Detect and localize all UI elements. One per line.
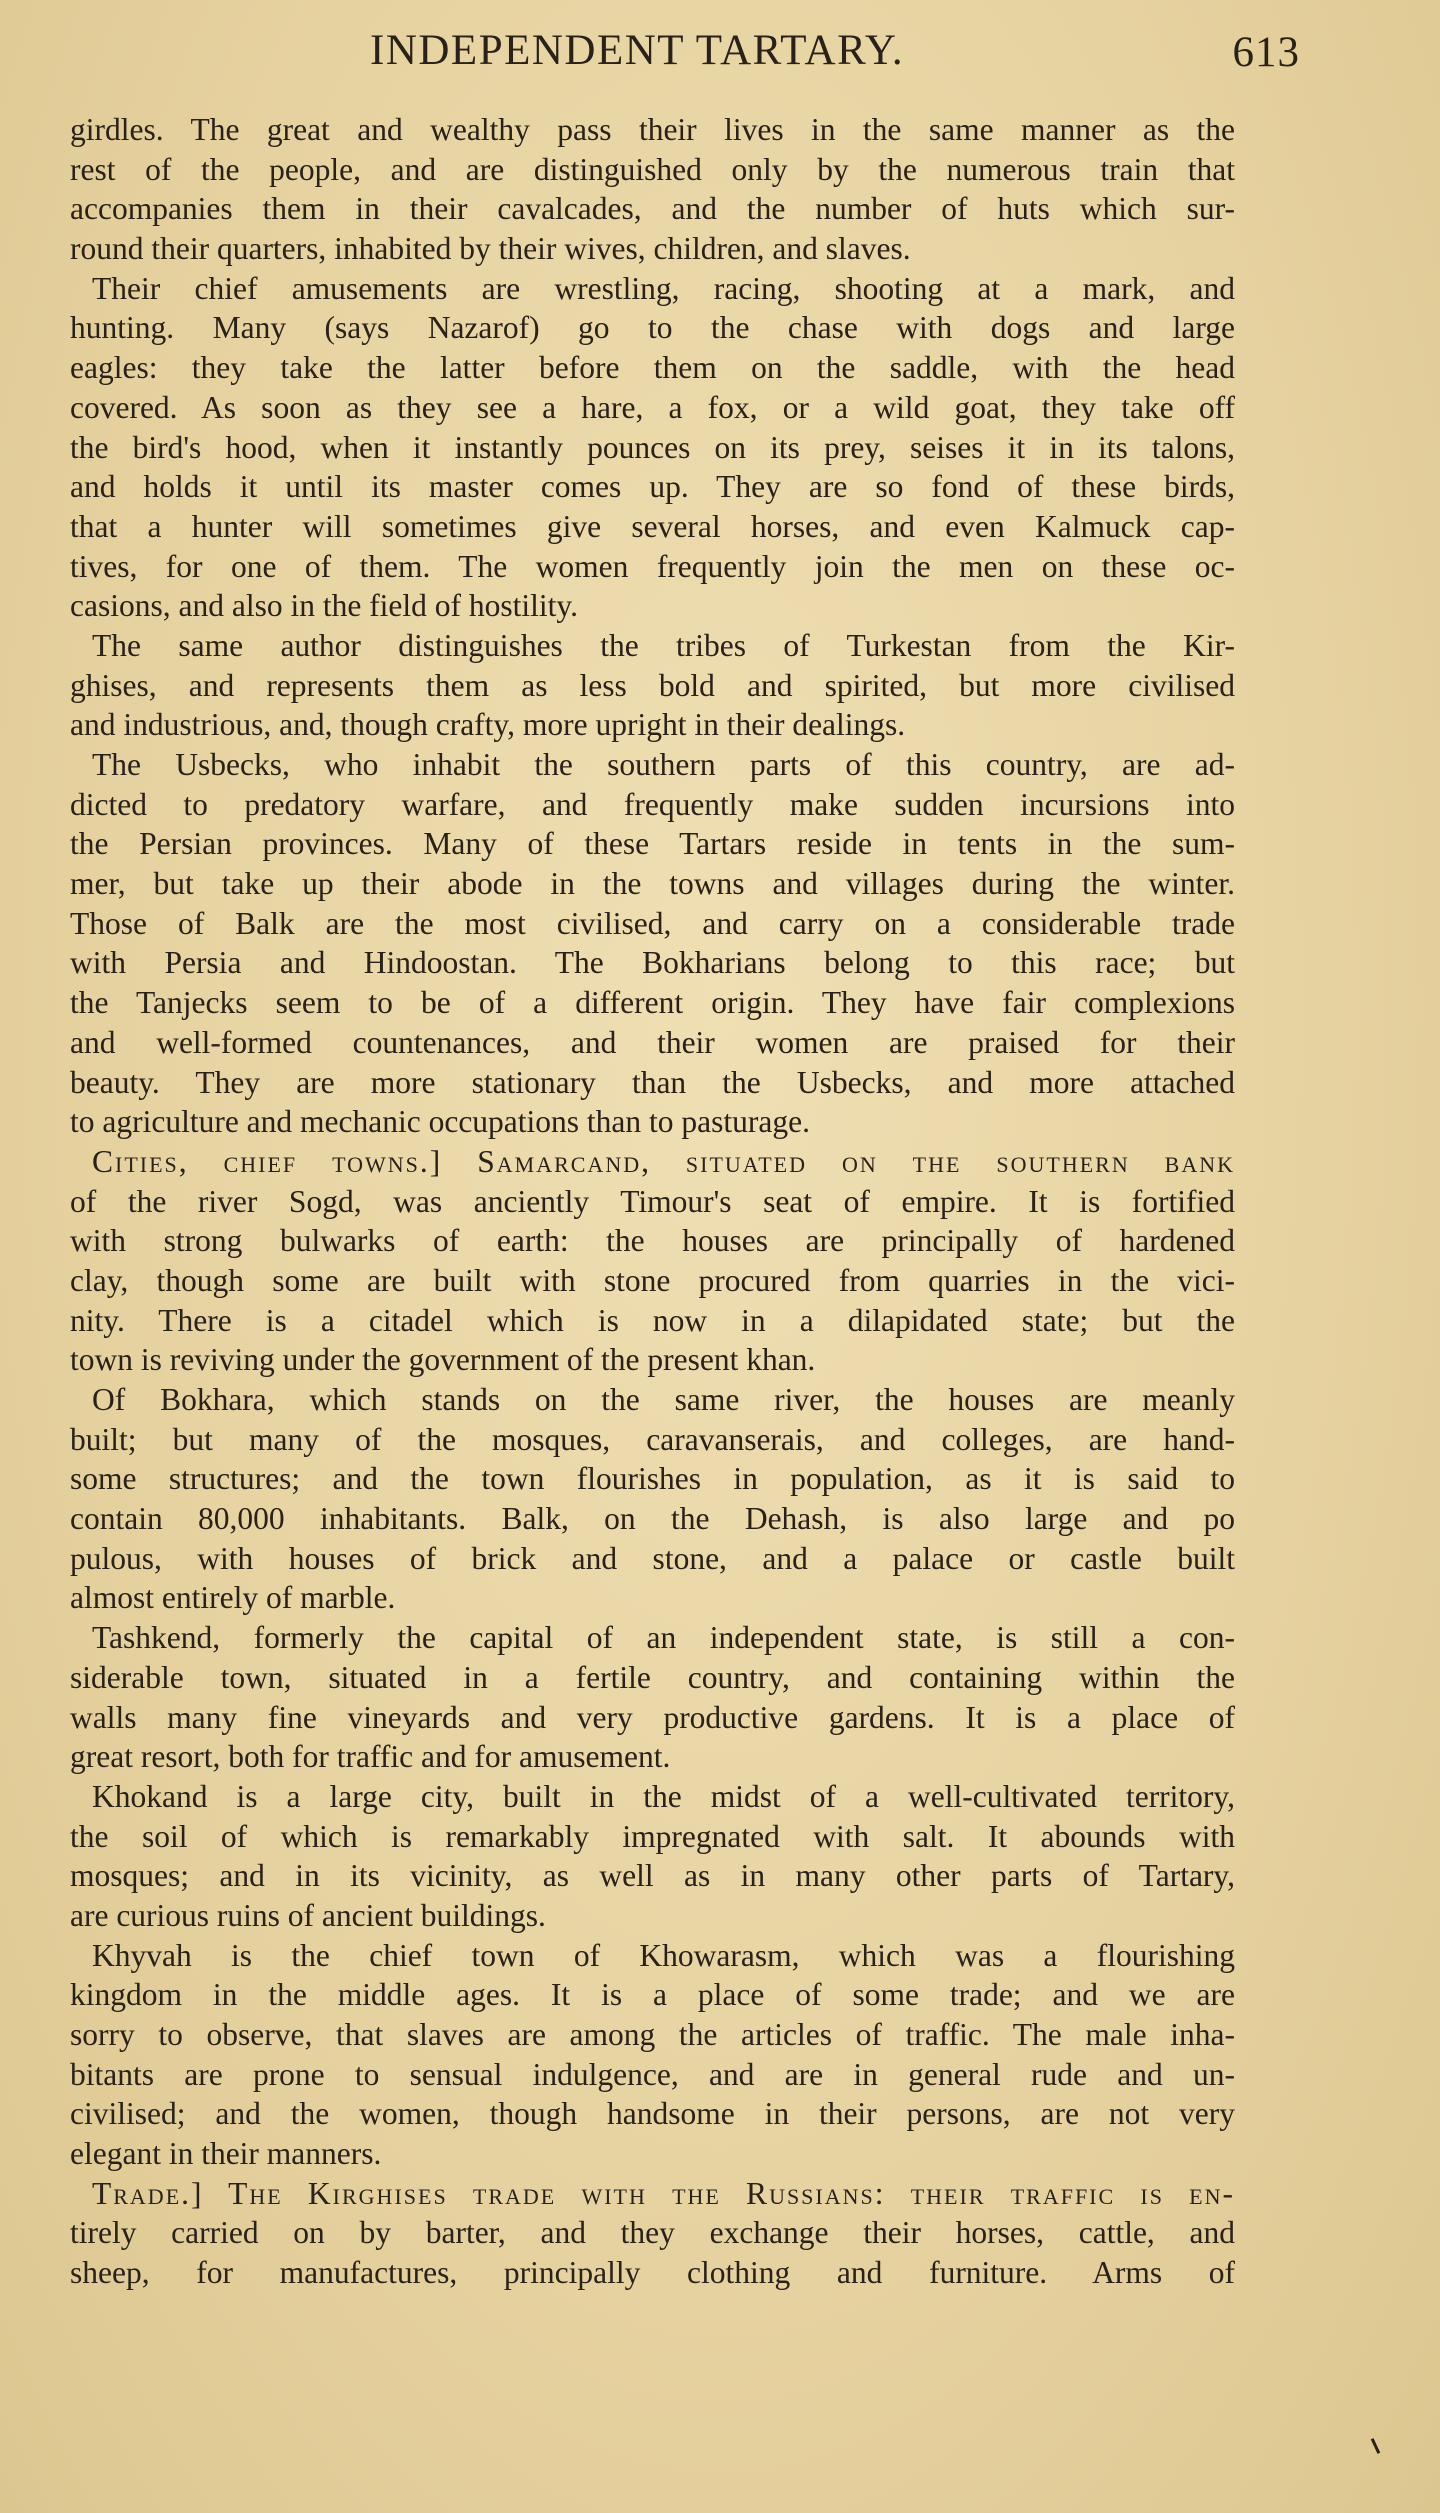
text-line: nity. There is a citadel which is now in a dilapidated state; but the xyxy=(70,1302,1235,1338)
text-line: pulous, with houses of brick and stone, and a palace or castle built xyxy=(70,1540,1235,1576)
text-line: great resort, both for traffic and for amusement. xyxy=(70,1739,671,1775)
text-line: bitants are prone to sensual indulgence, and are in general rude and un- xyxy=(70,2056,1235,2092)
text-line: sorry to observe, that slaves are among the articles of traffic. The male inha- xyxy=(70,2017,1235,2052)
text-line: some structures; and the town flourishes in population, as it is said to xyxy=(70,1461,1235,1497)
running-title: INDEPENDENT TARTARY. xyxy=(370,27,905,74)
text-line: covered. As soon as they see a hare, a fox, or a wild goat, they take off xyxy=(70,389,1235,425)
text-line: almost entirely of marble. xyxy=(70,1580,396,1616)
text-line: tirely carried on by barter, and they exchange their horses, cattle, and xyxy=(70,2215,1235,2251)
body-text xyxy=(70,110,1235,2293)
text-line: accompanies them in their cavalcades, and the number of huts which sur- xyxy=(70,191,1235,227)
text-line: walls many fine vineyards and very productive gardens. It is a place of xyxy=(70,1699,1235,1735)
page-header xyxy=(70,22,1300,92)
text-line: to agriculture and mechanic occupations than to pasturage. xyxy=(70,1104,810,1140)
text-line: town is reviving under the government of the present khan. xyxy=(70,1342,816,1378)
text-line: with strong bulwarks of earth: the houses are principally of hardened xyxy=(70,1223,1235,1259)
text-line: Khokand is a large city, built in the midst of a well-cultivated territory, xyxy=(92,1778,1235,1814)
text-line: hunting. Many (says Nazarof) go to the chase with dogs and large xyxy=(70,310,1235,346)
text-line: round their quarters, inhabited by their wives, children, and slaves. xyxy=(70,231,911,267)
text-line: Their chief amusements are wrestling, racing, shooting at a mark, and xyxy=(92,270,1235,306)
text-line: Those of Balk are the most civilised, and carry on a considerable trade xyxy=(70,905,1235,941)
text-line: ghises, and represents them as less bold and spirited, but more civilised xyxy=(70,667,1235,703)
text-line: The Usbecks, who inhabit the southern parts of this country, are ad- xyxy=(92,747,1235,782)
text-line: built; but many of the mosques, caravanserais, and colleges, are hand- xyxy=(70,1421,1235,1457)
text-line: Of Bokhara, which stands on the same river, the houses are meanly xyxy=(92,1382,1235,1417)
text-line: kingdom in the middle ages. It is a place of some trade; and we are xyxy=(70,1977,1235,2013)
text-line: sheep, for manufactures, principally clothing and furniture. Arms of xyxy=(70,2255,1235,2291)
text-line: girdles. The great and wealthy pass their lives in the same manner as the xyxy=(70,112,1235,147)
text-line: Tashkend, formerly the capital of an independent state, is still a con- xyxy=(92,1620,1235,1656)
print-mark xyxy=(1371,2438,1380,2454)
text-line: elegant in their manners. xyxy=(70,2136,382,2172)
text-line: of the river Sogd, was anciently Timour's seat of empire. It is fortified xyxy=(70,1183,1235,1219)
text-line: clay, though some are built with stone procured from quarries in the vici- xyxy=(70,1262,1235,1298)
text-line: contain 80,000 inhabitants. Balk, on the Dehash, is also large and po xyxy=(70,1501,1235,1537)
text-line: beauty. They are more stationary than the Usbecks, and more attached xyxy=(70,1064,1235,1100)
text-line: and well-formed countenances, and their women are praised for their xyxy=(70,1024,1235,1060)
text-line: Khyvah is the chief town of Khowarasm, which was a flourishing xyxy=(92,1937,1235,1973)
text-line: The same author distinguishes the tribes of Turkestan from the Kir- xyxy=(92,627,1235,663)
text-line: siderable town, situated in a fertile country, and containing within the xyxy=(70,1659,1235,1695)
text-line: the bird's hood, when it instantly pounces on its prey, seises it in its talons, xyxy=(70,429,1235,465)
text-line: the soil of which is remarkably impregnated with salt. It abounds with xyxy=(70,1818,1235,1854)
text-line: the Tanjecks seem to be of a different origin. They have fair complexions xyxy=(70,985,1235,1021)
text-line: and industrious, and, though crafty, more upright in their dealings. xyxy=(70,707,906,743)
text-line: are curious ruins of ancient buildings. xyxy=(70,1897,546,1933)
text-line: eagles: they take the latter before them on the saddle, with the head xyxy=(70,350,1235,386)
page-number: 613 xyxy=(1232,29,1300,76)
text-line: the Persian provinces. Many of these Tartars reside in tents in the sum- xyxy=(70,826,1235,862)
section-heading-line: Cities, chief towns.] Samarcand, situated on the southern bank xyxy=(92,1143,1235,1179)
text-line: civilised; and the women, though handsome in their persons, are not very xyxy=(70,2096,1235,2132)
text-line: mer, but take up their abode in the towns and villages during the winter. xyxy=(70,866,1235,902)
text-line: mosques; and in its vicinity, as well as in many other parts of Tartary, xyxy=(70,1858,1235,1894)
text-line: with Persia and Hindoostan. The Bokharians belong to this race; but xyxy=(70,945,1235,981)
text-line: tives, for one of them. The women frequently join the men on these oc- xyxy=(70,548,1235,584)
text-line: casions, and also in the field of hostility. xyxy=(70,588,578,624)
text-line: that a hunter will sometimes give several horses, and even Kalmuck cap- xyxy=(70,508,1235,544)
text-line: rest of the people, and are distinguished only by the numerous train that xyxy=(70,151,1235,187)
section-heading-line: Trade.] The Kirghises trade with the Russians: their traffic is en- xyxy=(92,2175,1235,2211)
text-line: dicted to predatory warfare, and frequently make sudden incursions into xyxy=(70,786,1235,822)
text-line: and holds it until its master comes up. They are so fond of these birds, xyxy=(70,469,1235,505)
